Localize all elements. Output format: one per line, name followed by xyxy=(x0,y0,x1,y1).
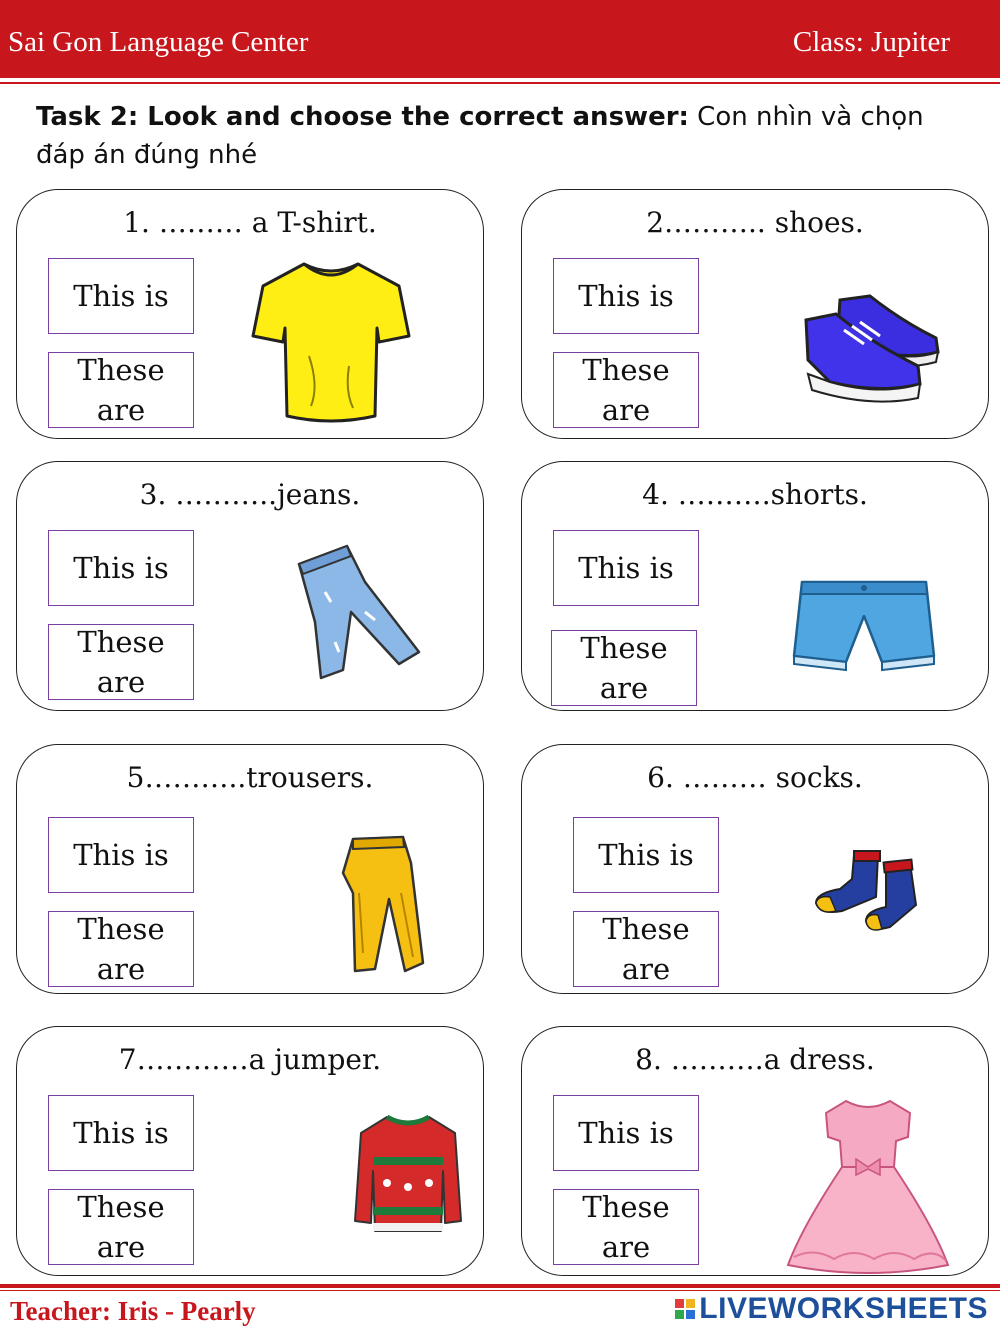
answer-option-these-are[interactable]: These are xyxy=(48,624,194,700)
jumper-image xyxy=(351,1111,465,1235)
question-card-5 xyxy=(16,744,484,994)
shorts-image xyxy=(790,576,938,672)
answer-option-this-is[interactable]: This is xyxy=(553,1095,699,1171)
answer-option-these-are[interactable]: These are xyxy=(551,630,697,706)
question-card-3 xyxy=(16,461,484,711)
answer-option-these-are[interactable]: These are xyxy=(48,911,194,987)
header-divider xyxy=(0,82,1000,84)
liveworksheets-icon xyxy=(675,1299,695,1319)
answer-option-this-is[interactable]: This is xyxy=(48,1095,194,1171)
question-card-8 xyxy=(521,1026,989,1276)
question-card-2 xyxy=(521,189,989,439)
answer-option-this-is[interactable]: This is xyxy=(48,258,194,334)
task-instruction xyxy=(36,98,976,174)
answer-option-these-are[interactable]: These are xyxy=(553,352,699,428)
teacher-name: Teacher: Iris - Pearly xyxy=(10,1296,256,1326)
question-prompt: 4. ……….shorts. xyxy=(642,478,868,511)
dress-image xyxy=(784,1097,952,1277)
answer-option-these-are[interactable]: These are xyxy=(48,352,194,428)
question-prompt: 1. ……… a T-shirt. xyxy=(123,206,377,239)
answer-option-this-is[interactable]: This is xyxy=(553,258,699,334)
trousers-image xyxy=(339,833,429,977)
question-card-6 xyxy=(521,744,989,994)
question-prompt: 2……….. shoes. xyxy=(646,206,864,239)
question-prompt: 7…………a jumper. xyxy=(118,1043,382,1076)
question-card-1 xyxy=(16,189,484,439)
shoes-image xyxy=(800,290,944,408)
task-translation: Con nhìn và chọn đáp án đúng nhé xyxy=(36,102,924,170)
socks-image xyxy=(812,849,934,937)
answer-option-these-are[interactable]: These are xyxy=(48,1189,194,1265)
class-name: Class: Jupiter xyxy=(792,26,950,58)
jeans-image xyxy=(295,542,425,682)
question-prompt: 3. ………..jeans. xyxy=(139,478,361,511)
answer-option-this-is[interactable]: This is xyxy=(48,530,194,606)
t-shirt-image xyxy=(249,256,413,424)
brand-text: LIVEWORKSHEETS xyxy=(699,1292,988,1325)
task-title: Task 2: Look and choose the correct answer: xyxy=(36,102,689,132)
question-card-7 xyxy=(16,1026,484,1276)
answer-option-these-are[interactable]: These are xyxy=(553,1189,699,1265)
question-prompt: 5………..trousers. xyxy=(126,761,374,794)
answer-option-this-is[interactable]: This is xyxy=(48,817,194,893)
answer-option-this-is[interactable]: This is xyxy=(573,817,719,893)
question-card-4 xyxy=(521,461,989,711)
liveworksheets-logo[interactable] xyxy=(675,1292,988,1326)
answer-option-this-is[interactable]: This is xyxy=(553,530,699,606)
school-name: Sai Gon Language Center xyxy=(8,26,309,58)
question-prompt: 6. ……… socks. xyxy=(647,761,863,794)
footer-divider-thin xyxy=(0,1290,1000,1291)
answer-option-these-are[interactable]: These are xyxy=(573,911,719,987)
footer-divider xyxy=(0,1284,1000,1288)
question-prompt: 8. ……….a dress. xyxy=(635,1043,875,1076)
